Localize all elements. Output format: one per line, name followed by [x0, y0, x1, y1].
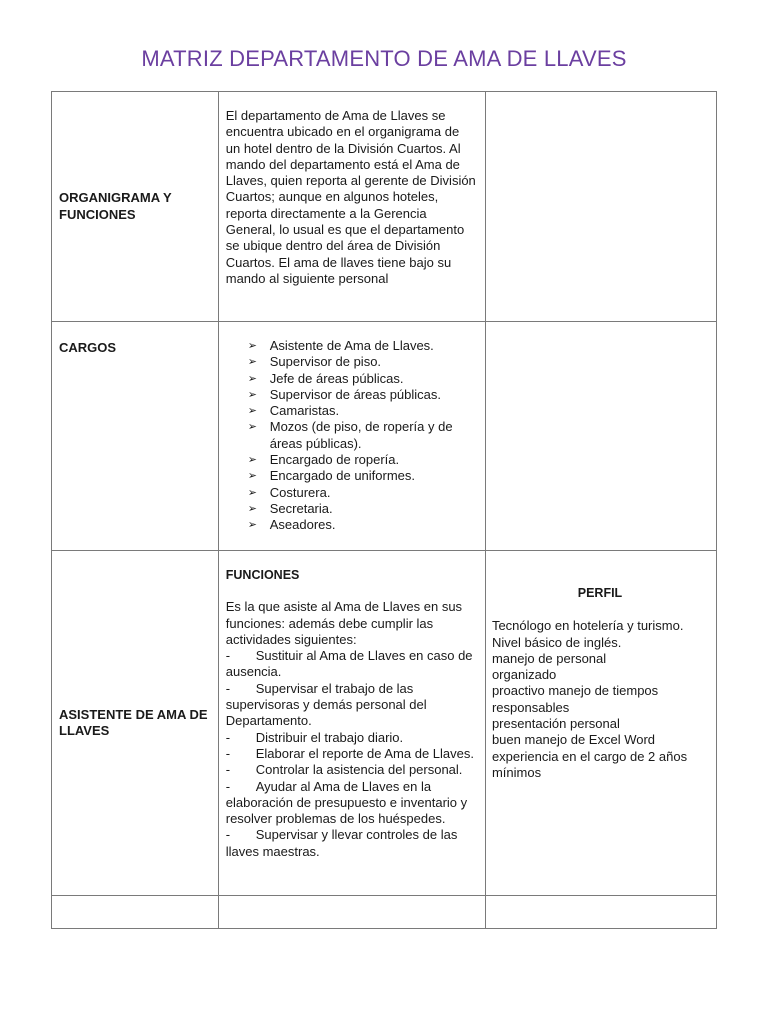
list-item — [248, 403, 477, 419]
list-item — [226, 648, 477, 681]
cargo-label: Secretaria. — [269, 500, 333, 516]
list-item — [226, 730, 477, 746]
arrow-bullet-icon: ➢ — [247, 340, 257, 352]
perfil-item: experiencia en el cargo de 2 años mínimos — [491, 748, 688, 780]
list-item — [226, 762, 477, 778]
cargo-label: Mozos (de piso, de ropería y de áreas públicas). — [269, 419, 453, 451]
list-item — [226, 779, 477, 828]
arrow-bullet-icon: ➢ — [247, 372, 257, 385]
row-label-cell — [52, 551, 219, 896]
table-row — [52, 92, 717, 322]
list-item — [248, 419, 477, 452]
cargo-label: Aseadores. — [269, 517, 336, 533]
dash-bullet: - — [225, 827, 231, 843]
funciones-list — [226, 648, 477, 860]
table-row — [52, 551, 717, 896]
funcion-text: Sustituir al Ama de Llaves en caso de ausencia. — [225, 648, 473, 680]
description-cell — [218, 92, 485, 322]
list-item — [226, 746, 477, 762]
cargo-label: Camaristas. — [269, 403, 340, 419]
perfil-item: Nivel básico de inglés. — [491, 634, 622, 650]
row-label-cell — [52, 322, 219, 551]
perfil-item: buen manejo de Excel Word — [491, 732, 656, 748]
matrix-table — [51, 91, 717, 929]
list-item — [226, 827, 477, 860]
dash-bullet: - — [225, 745, 231, 761]
page-title: MATRIZ DEPARTAMENTO DE AMA DE LLAVES — [141, 46, 627, 71]
funciones-heading: FUNCIONES — [225, 568, 300, 582]
dash-bullet: - — [225, 648, 231, 664]
dash-bullet: - — [225, 778, 231, 794]
perfil-list — [492, 618, 708, 781]
arrow-bullet-icon: ➢ — [247, 405, 257, 418]
list-item — [248, 501, 477, 517]
perfil-item: manejo de personal — [491, 650, 607, 666]
perfil-cell — [485, 551, 716, 896]
list-item — [248, 371, 477, 387]
arrow-bullet-icon: ➢ — [247, 388, 257, 401]
cargo-label: Costurera. — [269, 484, 331, 500]
empty-cell — [485, 896, 716, 929]
arrow-bullet-icon: ➢ — [247, 519, 257, 532]
cargo-label: Jefe de áreas públicas. — [269, 370, 404, 386]
funcion-text: Elaborar el reporte de Ama de Llaves. — [255, 745, 474, 761]
list-item — [248, 387, 477, 403]
arrow-bullet-icon: ➢ — [247, 356, 257, 369]
empty-cell — [485, 92, 716, 322]
cargo-label: Encargado de ropería. — [269, 452, 400, 468]
list-item — [248, 485, 477, 501]
cargo-label: Supervisor de áreas públicas. — [269, 386, 442, 402]
cargo-label: Supervisor de piso. — [269, 354, 382, 370]
arrow-bullet-icon: ➢ — [247, 502, 257, 515]
list-item — [248, 517, 477, 533]
funcion-text: Controlar la asistencia del personal. — [255, 762, 463, 778]
funcion-text: Distribuir el trabajo diario. — [255, 729, 404, 745]
arrow-bullet-icon: ➢ — [247, 470, 257, 483]
funciones-cell — [218, 551, 485, 896]
cargo-label: Encargado de uniformes. — [269, 468, 416, 484]
arrow-bullet-icon: ➢ — [247, 421, 257, 434]
dash-bullet: - — [225, 680, 231, 696]
list-item — [248, 468, 477, 484]
funcion-text: Supervisar y llevar controles de las llaves maestras. — [225, 827, 458, 859]
dash-bullet: - — [225, 762, 231, 778]
cargos-list — [219, 322, 485, 534]
funciones-intro: Es la que asiste al Ama de Llaves en sus funciones: además debe cumplir las actividades siguientes: — [225, 599, 463, 647]
list-item — [248, 338, 477, 354]
arrow-bullet-icon: ➢ — [247, 486, 257, 499]
funcion-text: Ayudar al Ama de Llaves en la elaboración de presupuesto e inventario y resolver problemas de los huéspedes. — [225, 778, 468, 827]
organigrama-description: El departamento de Ama de Llaves se encuentra ubicado en el organigrama de un hotel dentro de la División Cuartos. Al mando del departamento está el Ama de Llaves, quien reporta al gerente de División Cuartos; aunque en algunos hoteles, reporta directamente a la Gerencia General, lo usual es que el departamento se ubique dentro del área de División Cuartos. El ama de llaves tiene bajo su mando al siguiente personal — [225, 108, 476, 286]
perfil-item: organizado — [491, 667, 557, 683]
perfil-heading: PERFIL — [577, 586, 623, 600]
cargos-list-cell — [218, 322, 485, 551]
row-label-cargos: CARGOS — [59, 340, 117, 355]
perfil-item: Tecnólogo en hotelería y turismo. — [491, 618, 684, 634]
funcion-text: Supervisar el trabajo de las supervisoras y demás personal del Departamento. — [225, 680, 427, 729]
row-label-asistente: ASISTENTE DE AMA DE LLAVES — [59, 706, 208, 738]
list-item — [248, 354, 477, 370]
perfil-item: proactivo manejo de tiempos responsables — [491, 683, 659, 715]
row-label-cell — [52, 92, 219, 322]
empty-cell — [218, 896, 485, 929]
empty-cell — [485, 322, 716, 551]
cargo-label: Asistente de Ama de Llaves. — [269, 338, 434, 353]
list-item — [248, 452, 477, 468]
table-row — [52, 322, 717, 551]
perfil-item: presentación personal — [491, 716, 620, 732]
empty-cell — [52, 896, 219, 929]
arrow-bullet-icon: ➢ — [247, 454, 257, 467]
list-item — [226, 681, 477, 730]
row-label-organigrama: ORGANIGRAMA Y FUNCIONES — [59, 190, 172, 222]
table-row — [52, 896, 717, 929]
dash-bullet: - — [225, 729, 231, 745]
